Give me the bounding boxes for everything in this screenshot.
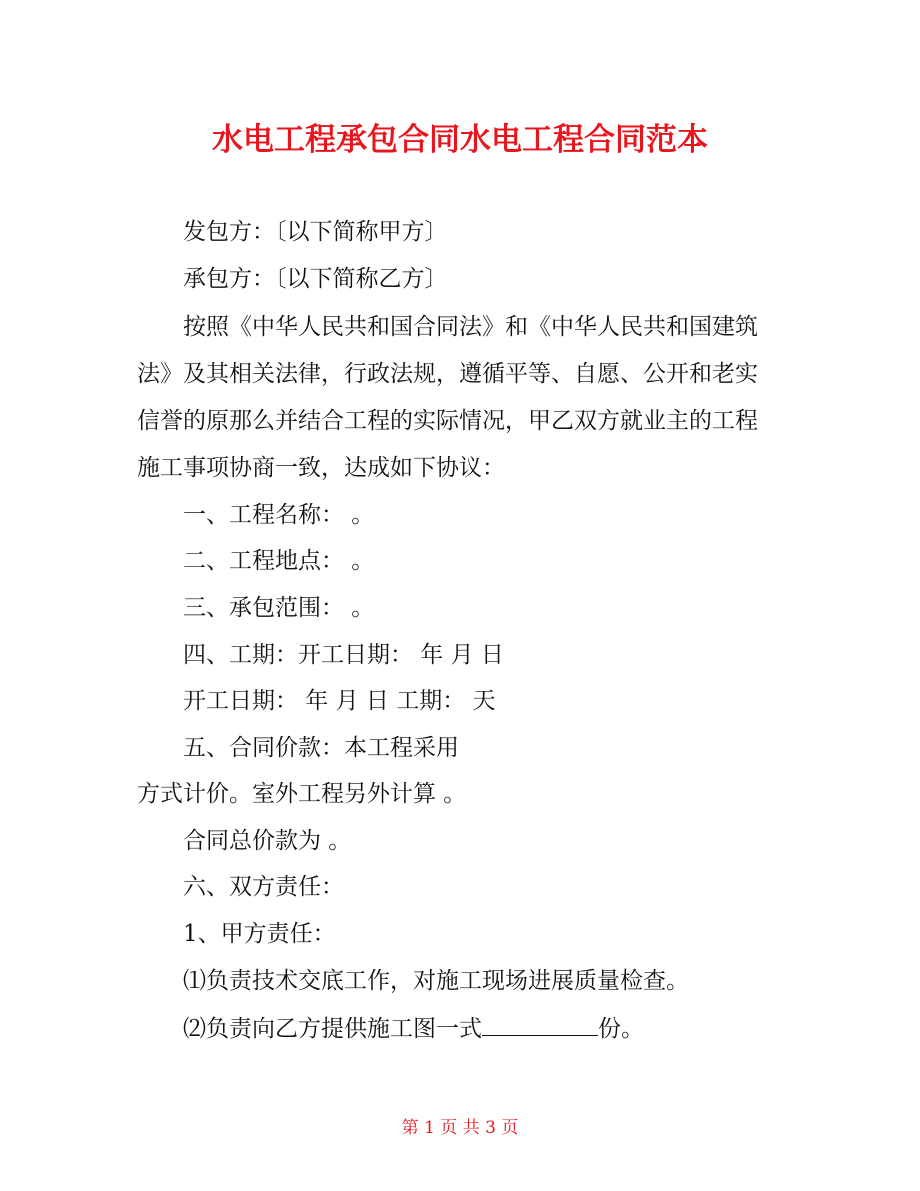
- responsibility-item-2-suffix: 份。: [598, 1016, 644, 1042]
- schedule-line: 四、工期：开工日期： 年 月 日: [183, 642, 504, 668]
- project-name-line: 一、工程名称： 。: [183, 502, 375, 528]
- party-a-responsibility-heading: 1、甲方责任：: [183, 921, 336, 947]
- page-footer: 第 1 页 共 3 页: [401, 1118, 519, 1138]
- preamble-line-1: 按照《中华人民共和国合同法》和《中华人民共和国建筑: [183, 314, 758, 340]
- preamble-line-2: 法》及其相关法律，行政法规，遵循平等、自愿、公开和老实: [137, 361, 758, 387]
- preamble-line-3: 信誉的原那么并结合工程的实际情况，甲乙双方就业主的工程: [137, 408, 758, 434]
- responsibility-item-1: ⑴负责技术交底工作，对施工现场进展质量检查。: [183, 968, 689, 994]
- party-a-line: 发包方：〔以下简称甲方〕: [183, 219, 448, 245]
- total-price-line: 合同总价款为 。: [183, 828, 352, 854]
- responsibilities-heading: 六、双方责任：: [183, 874, 344, 900]
- project-location-line: 二、工程地点： 。: [183, 548, 375, 574]
- price-line-2: 方式计价。室外工程另外计算 。: [137, 781, 467, 807]
- responsibility-item-2: [183, 1013, 644, 1044]
- party-b-line: 承包方：〔以下简称乙方〕: [183, 266, 448, 292]
- start-date-line: 开工日期： 年 月 日 工期： 天: [183, 688, 496, 714]
- responsibility-item-2-text: ⑵负责向乙方提供施工图一式: [183, 1016, 482, 1042]
- price-line-1: 五、合同价款：本工程采用: [183, 735, 459, 761]
- document-title: 水电工程承包合同水电工程合同范本: [212, 122, 708, 158]
- preamble-line-4: 施工事项协商一致，达成如下协议：: [137, 455, 505, 481]
- scope-line: 三、承包范围： 。: [183, 595, 375, 621]
- copies-blank: [482, 1013, 598, 1036]
